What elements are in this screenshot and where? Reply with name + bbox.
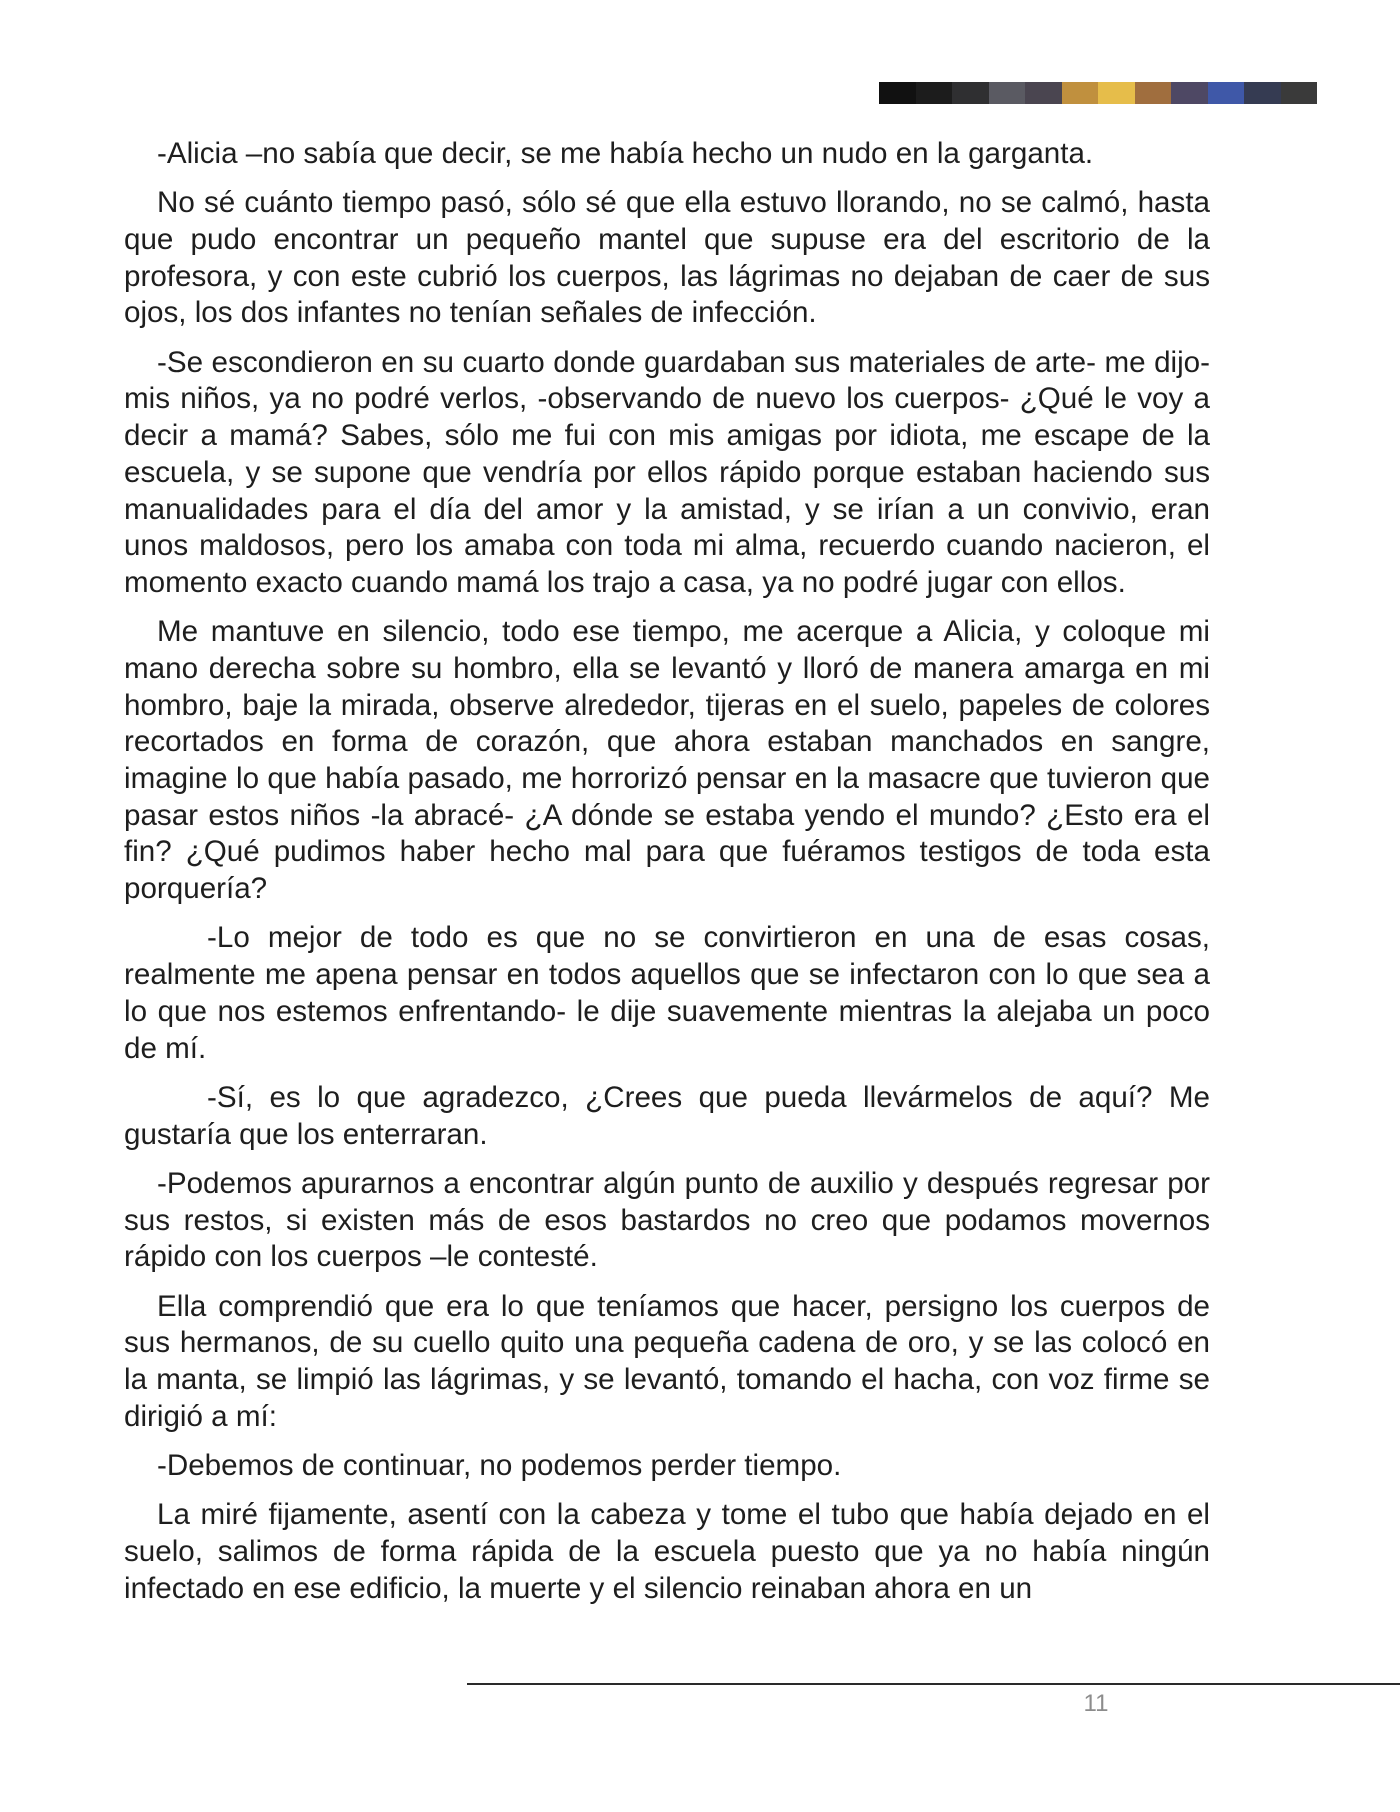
color-swatch	[952, 82, 989, 104]
paragraph: -Podemos apurarnos a encontrar algún punto de auxilio y después regresar por sus restos, si existen más de esos bastardos no creo que podamos movernos rápido con los cuerpos –le contesté.	[124, 1166, 1210, 1274]
decorative-color-strip	[879, 82, 1317, 104]
color-swatch	[1025, 82, 1062, 104]
page-number: 11	[1083, 1690, 1109, 1717]
paragraph: -Alicia –no sabía que decir, se me había hecho un nudo en la garganta.	[157, 137, 1094, 170]
color-swatch	[1171, 82, 1208, 104]
color-swatch	[1244, 82, 1281, 104]
paragraph: -Sí, es lo que agradezco, ¿Crees que pueda llevármelos de aquí? Me gustaría que los enterraran.	[124, 1080, 1210, 1151]
page-body-text	[124, 136, 1210, 1620]
color-swatch	[1281, 82, 1318, 104]
color-swatch	[1062, 82, 1099, 104]
color-swatch	[1208, 82, 1245, 104]
footer-rule	[467, 1683, 1400, 1685]
color-swatch	[989, 82, 1026, 104]
paragraph: -Debemos de continuar, no podemos perder tiempo.	[157, 1448, 842, 1482]
color-swatch	[1135, 82, 1172, 104]
color-swatch	[916, 82, 953, 104]
paragraph: Me mantuve en silencio, todo ese tiempo, me acerque a Alicia, y coloque mi mano derecha sobre su hombro, ella se levantó y lloró de manera amarga en mi hombro, baje la mirada, observe alrededor, tijeras en el suelo, papeles de colores recortados en forma de corazón, que ahora estaban manchados en sangre, imagine lo que había pasado, me horrorizó pensar en la masacre que tuvieron que pasar estos niños -la abracé- ¿A dónde se estaba yendo el mundo? ¿Esto era el fin? ¿Qué pudimos haber hecho mal para que fuéramos testigos de toda esta porquería?	[124, 615, 1210, 906]
paragraph: No sé cuánto tiempo pasó, sólo sé que ella estuvo llorando, no se calmó, hasta que pudo encontrar un pequeño mantel que supuse era del escritorio de la profesora, y con este cubrió los cuerpos, las lágrimas no dejaban de caer de sus ojos, los dos infantes no tenían señales de infección.	[124, 186, 1210, 330]
paragraph: La miré fijamente, asentí con la cabeza y tome el tubo que había dejado en el suelo, salimos de forma rápida de la escuela puesto que ya no había ningún infectado en ese edificio, la muerte y el silencio reinaban ahora en un	[124, 1498, 1210, 1605]
paragraph: -Lo mejor de todo es que no se convirtieron en una de esas cosas, realmente me apena pensar en todos aquellos que se infectaron con lo que sea a lo que nos estemos enfrentando- le dije suavemente mientras la alejaba un poco de mí.	[124, 921, 1210, 1065]
paragraph: -Se escondieron en su cuarto donde guardaban sus materiales de arte- me dijo- mis niños, ya no podré verlos, -observando de nuevo los cuerpos- ¿Qué le voy a decir a mamá? Sabes, sólo me fui con mis amigas por idiota, me escape de la escuela, y se supone que vendría por ellos rápido porque estaban haciendo sus manualidades para el día del amor y la amistad, y se irían a un convivio, eran unos maldosos, pero los amaba con toda mi alma, recuerdo cuando nacieron, el momento exacto cuando mamá los trajo a casa, ya no podré jugar con ellos.	[124, 345, 1210, 599]
paragraph: Ella comprendió que era lo que teníamos que hacer, persigno los cuerpos de sus hermanos, de su cuello quito una pequeña cadena de oro, y se las colocó en la manta, se limpió las lágrimas, y se levantó, tomando el hacha, con voz firme se dirigió a mí:	[124, 1289, 1210, 1433]
color-swatch	[1098, 82, 1135, 104]
color-swatch	[879, 82, 916, 104]
